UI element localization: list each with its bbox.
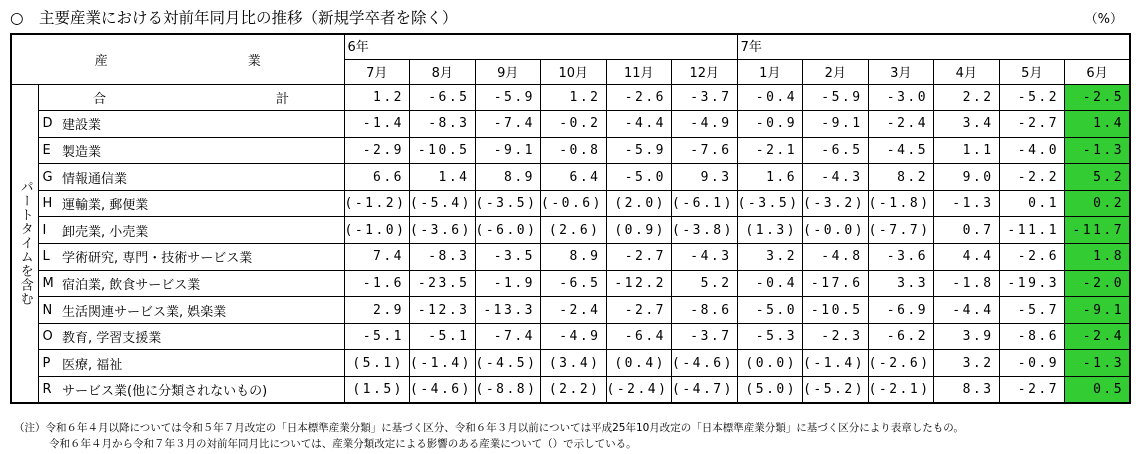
value-cell: -8.3 — [410, 111, 476, 138]
value-cell: (-7.7) — [868, 217, 934, 244]
total-value: -5.9 — [803, 84, 869, 111]
value-cell: -8.6 — [999, 323, 1065, 350]
total-value: -0.4 — [737, 84, 803, 111]
value-cell: -8.6 — [672, 297, 738, 324]
value-cell: 9.3 — [672, 164, 738, 191]
total-value: -2.6 — [606, 84, 672, 111]
month-header: 11月 — [606, 59, 672, 84]
value-cell: 5.2 — [672, 270, 738, 297]
total-value: -5.2 — [999, 84, 1065, 111]
value-cell: 5.2 — [1065, 164, 1131, 191]
value-cell: -1.3 — [934, 190, 1000, 217]
value-cell: -4.5 — [868, 137, 934, 164]
value-cell: 1.6 — [737, 164, 803, 191]
industry-code: G — [38, 164, 60, 191]
value-cell: (-1.4) — [803, 350, 869, 377]
value-cell: (-4.6) — [410, 377, 476, 404]
value-cell: -4.9 — [541, 323, 607, 350]
value-cell: -2.6 — [999, 244, 1065, 271]
value-cell: 3.2 — [737, 244, 803, 271]
table-row — [11, 164, 1130, 191]
value-cell: (-3.5) — [737, 190, 803, 217]
value-cell: -4.4 — [934, 297, 1000, 324]
value-cell: (0.4) — [606, 350, 672, 377]
value-cell: 2.9 — [344, 297, 410, 324]
value-cell: -4.3 — [672, 244, 738, 271]
value-cell: -3.6 — [868, 244, 934, 271]
value-cell: -2.0 — [1065, 270, 1131, 297]
value-cell: (0.0) — [737, 350, 803, 377]
value-cell: -9.1 — [475, 137, 541, 164]
value-cell: -2.2 — [999, 164, 1065, 191]
value-cell: -1.4 — [344, 111, 410, 138]
value-cell: (2.2) — [541, 377, 607, 404]
value-cell: -1.3 — [1065, 350, 1131, 377]
value-cell: -1.9 — [475, 270, 541, 297]
year-header: 6年 — [344, 34, 737, 59]
value-cell: 3.9 — [934, 323, 1000, 350]
value-cell: -9.1 — [803, 111, 869, 138]
value-cell: 9.0 — [934, 164, 1000, 191]
month-header: 7月 — [344, 59, 410, 84]
industry-name: 宿泊業, 飲食サービス業 — [60, 270, 344, 297]
value-cell: 3.2 — [934, 350, 1000, 377]
value-cell: -7.6 — [672, 137, 738, 164]
table-row — [11, 377, 1130, 404]
total-value: -2.5 — [1065, 84, 1131, 111]
value-cell: -7.4 — [475, 323, 541, 350]
value-cell: (-5.4) — [410, 190, 476, 217]
value-cell: -10.5 — [410, 137, 476, 164]
value-cell: -5.0 — [606, 164, 672, 191]
table-row — [11, 270, 1130, 297]
value-cell: (2.0) — [606, 190, 672, 217]
industry-name: 製造業 — [60, 137, 344, 164]
total-label-left: 合 — [92, 91, 106, 107]
value-cell: 8.3 — [934, 377, 1000, 404]
unit-label: （%） — [1084, 12, 1123, 27]
value-cell: -8.3 — [410, 244, 476, 271]
industry-table — [10, 33, 1131, 404]
value-cell: -2.3 — [803, 323, 869, 350]
value-cell: -5.0 — [737, 297, 803, 324]
value-cell: (-4.7) — [672, 377, 738, 404]
table-row — [11, 190, 1130, 217]
industry-name: 生活関連サービス業, 娯楽業 — [60, 297, 344, 324]
value-cell: (-3.8) — [672, 217, 738, 244]
value-cell: -5.1 — [410, 323, 476, 350]
value-cell: (-1.8) — [868, 190, 934, 217]
footnotes — [14, 420, 964, 452]
value-cell: 0.5 — [1065, 377, 1131, 404]
value-cell: -13.3 — [475, 297, 541, 324]
value-cell: -23.5 — [410, 270, 476, 297]
value-cell: (-3.2) — [803, 190, 869, 217]
value-cell: -11.7 — [1065, 217, 1131, 244]
value-cell: -1.8 — [934, 270, 1000, 297]
value-cell: 4.4 — [934, 244, 1000, 271]
industry-code: O — [38, 323, 60, 350]
total-value: -5.9 — [475, 84, 541, 111]
year-header: 7年 — [737, 34, 1130, 59]
value-cell: -4.9 — [672, 111, 738, 138]
table-row — [11, 323, 1130, 350]
side-label: パートタイムを含む — [11, 84, 38, 403]
value-cell: (-3.6) — [410, 217, 476, 244]
page-title: ○ 主要産業における対前年同月比の推移（新規学卒者を除く） — [10, 9, 458, 27]
value-cell: -2.7 — [606, 297, 672, 324]
value-cell: -12.2 — [606, 270, 672, 297]
value-cell: (-4.6) — [672, 350, 738, 377]
total-label-right: 計 — [276, 91, 290, 107]
month-header: 8月 — [410, 59, 476, 84]
value-cell: (-1.0) — [344, 217, 410, 244]
value-cell: (-8.8) — [475, 377, 541, 404]
industry-name: 情報通信業 — [60, 164, 344, 191]
total-value: -6.5 — [410, 84, 476, 111]
industry-name: サービス業(他に分類されないもの) — [60, 377, 344, 404]
value-cell: 8.2 — [868, 164, 934, 191]
value-cell: -3.7 — [672, 323, 738, 350]
value-cell: (-2.4) — [606, 377, 672, 404]
footnote-2: 令和６年４月から令和７年３月の対前年同月比については、産業分類改定による影響のある産業について（）で示している。 — [49, 438, 637, 450]
industry-code: H — [38, 190, 60, 217]
industry-code: I — [38, 217, 60, 244]
value-cell: -6.5 — [541, 270, 607, 297]
month-header: 12月 — [672, 59, 738, 84]
value-cell: (-6.0) — [475, 217, 541, 244]
value-cell: -17.6 — [803, 270, 869, 297]
value-cell: -6.2 — [868, 323, 934, 350]
total-label — [38, 84, 344, 111]
value-cell: -2.7 — [999, 377, 1065, 404]
value-cell: -1.3 — [1065, 137, 1131, 164]
value-cell: 8.9 — [541, 244, 607, 271]
value-cell: -2.7 — [606, 244, 672, 271]
industry-name: 教育, 学習支援業 — [60, 323, 344, 350]
table-row — [11, 350, 1130, 377]
value-cell: (0.9) — [606, 217, 672, 244]
value-cell: -0.4 — [737, 270, 803, 297]
value-cell: -0.9 — [999, 350, 1065, 377]
value-cell: -0.8 — [541, 137, 607, 164]
value-cell: -2.4 — [1065, 323, 1131, 350]
footnote-1: （注）令和６年４月以降については令和５年７月改定の「日本標準産業分類」に基づく区分、令和６年３月以前については平成25年10月改定の「日本標準産業分類」に基づく区分により表章したもの。 — [14, 422, 964, 434]
industry-header-right: 業 — [247, 53, 261, 69]
value-cell: -3.5 — [475, 244, 541, 271]
industry-header-left: 産 — [94, 53, 108, 69]
value-cell: -7.4 — [475, 111, 541, 138]
value-cell: -5.9 — [606, 137, 672, 164]
value-cell: (-5.2) — [803, 377, 869, 404]
value-cell: -4.3 — [803, 164, 869, 191]
industry-header — [11, 34, 344, 84]
value-cell: -11.1 — [999, 217, 1065, 244]
value-cell: (1.3) — [737, 217, 803, 244]
value-cell: -4.8 — [803, 244, 869, 271]
value-cell: (-1.4) — [410, 350, 476, 377]
month-header: 10月 — [541, 59, 607, 84]
industry-code: M — [38, 270, 60, 297]
value-cell: (-1.2) — [344, 190, 410, 217]
value-cell: (5.1) — [344, 350, 410, 377]
value-cell: -6.5 — [803, 137, 869, 164]
value-cell: 1.4 — [410, 164, 476, 191]
value-cell: (-2.6) — [868, 350, 934, 377]
month-header: 6月 — [1065, 59, 1131, 84]
industry-code: E — [38, 137, 60, 164]
value-cell: -2.4 — [868, 111, 934, 138]
value-cell: 6.6 — [344, 164, 410, 191]
value-cell: 1.1 — [934, 137, 1000, 164]
value-cell: -2.7 — [999, 111, 1065, 138]
value-cell: -0.2 — [541, 111, 607, 138]
value-cell: 0.2 — [1065, 190, 1131, 217]
value-cell: -6.9 — [868, 297, 934, 324]
month-header: 5月 — [999, 59, 1065, 84]
value-cell: -9.1 — [1065, 297, 1131, 324]
month-header: 9月 — [475, 59, 541, 84]
value-cell: -10.5 — [803, 297, 869, 324]
month-header: 4月 — [934, 59, 1000, 84]
value-cell: -6.4 — [606, 323, 672, 350]
value-cell: 3.4 — [934, 111, 1000, 138]
value-cell: -5.7 — [999, 297, 1065, 324]
value-cell: (1.5) — [344, 377, 410, 404]
table-row — [11, 244, 1130, 271]
industry-name: 卸売業, 小売業 — [60, 217, 344, 244]
total-value: -3.0 — [868, 84, 934, 111]
value-cell: (3.4) — [541, 350, 607, 377]
industry-name: 医療, 福祉 — [60, 350, 344, 377]
value-cell: (-0.6) — [541, 190, 607, 217]
table-row — [11, 217, 1130, 244]
industry-code: P — [38, 350, 60, 377]
value-cell: 3.3 — [868, 270, 934, 297]
value-cell: 0.7 — [934, 217, 1000, 244]
value-cell: (5.0) — [737, 377, 803, 404]
value-cell: (2.6) — [541, 217, 607, 244]
value-cell: -2.1 — [737, 137, 803, 164]
value-cell: 1.4 — [1065, 111, 1131, 138]
value-cell: -2.4 — [541, 297, 607, 324]
industry-code: R — [38, 377, 60, 404]
table-row — [11, 137, 1130, 164]
value-cell: -1.6 — [344, 270, 410, 297]
value-cell: -2.9 — [344, 137, 410, 164]
industry-code: D — [38, 111, 60, 138]
value-cell: (-2.1) — [868, 377, 934, 404]
value-cell: (-4.5) — [475, 350, 541, 377]
value-cell: -4.0 — [999, 137, 1065, 164]
value-cell: -4.4 — [606, 111, 672, 138]
value-cell: 1.8 — [1065, 244, 1131, 271]
year-header-row — [11, 34, 1130, 59]
value-cell: -5.3 — [737, 323, 803, 350]
total-value: 1.2 — [541, 84, 607, 111]
value-cell: (-6.1) — [672, 190, 738, 217]
industry-name: 学術研究, 専門・技術サービス業 — [60, 244, 344, 271]
value-cell: -0.9 — [737, 111, 803, 138]
total-value: 1.2 — [344, 84, 410, 111]
month-header: 2月 — [803, 59, 869, 84]
table-row — [11, 111, 1130, 138]
industry-name: 運輸業, 郵便業 — [60, 190, 344, 217]
value-cell: 8.9 — [475, 164, 541, 191]
industry-name: 建設業 — [60, 111, 344, 138]
table-row — [11, 297, 1130, 324]
total-value: -3.7 — [672, 84, 738, 111]
month-header: 3月 — [868, 59, 934, 84]
value-cell: -19.3 — [999, 270, 1065, 297]
value-cell: 0.1 — [999, 190, 1065, 217]
value-cell: -12.3 — [410, 297, 476, 324]
value-cell: (-0.0) — [803, 217, 869, 244]
month-header: 1月 — [737, 59, 803, 84]
total-row — [11, 84, 1130, 111]
value-cell: -5.1 — [344, 323, 410, 350]
industry-code: N — [38, 297, 60, 324]
value-cell: (-3.5) — [475, 190, 541, 217]
value-cell: 6.4 — [541, 164, 607, 191]
value-cell: 7.4 — [344, 244, 410, 271]
total-value: 2.2 — [934, 84, 1000, 111]
industry-code: L — [38, 244, 60, 271]
